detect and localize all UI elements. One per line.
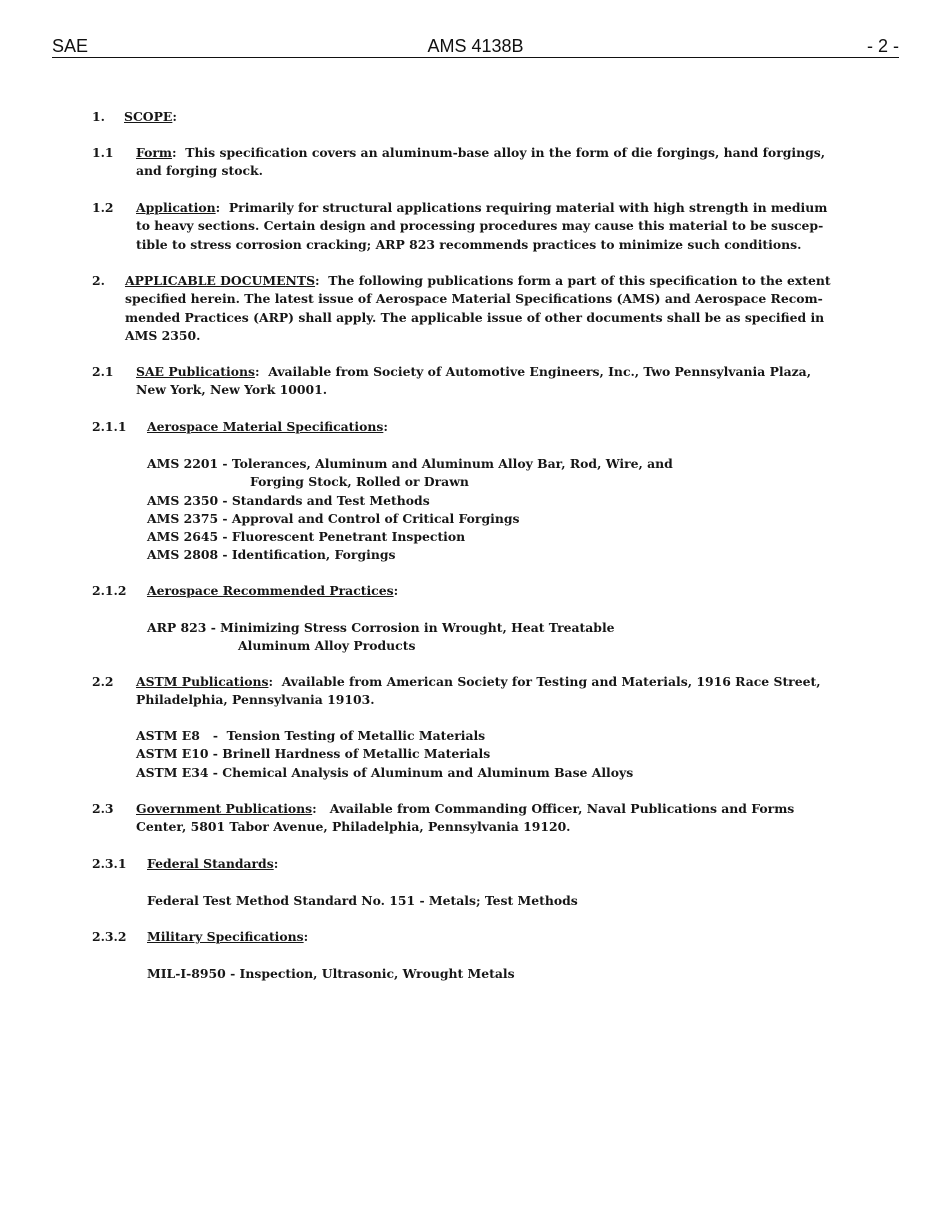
section-number: 1. — [92, 109, 105, 124]
section-title: SAE Publications — [136, 364, 255, 379]
section-number: 2.1.1 — [92, 419, 127, 434]
section-number: 2. — [92, 273, 105, 288]
section-number: 2.3.1 — [92, 856, 127, 871]
section-2: 2. APPLICABLE DOCUMENTS: The following publications form a part of this specification to the extent specified herein. The latest issue of Aerospace Material Specifications (AMS) and Aerospace Recom- mended Practices (ARP) shall apply. The applicable issue of other documents shall be as specified in AMS 2350. — [92, 272, 882, 345]
section-2-3: 2.3 Government Publications: Available from Commanding Officer, Naval Publications and Forms Center, 5801 Tabor Avenue, Philadelphia, Pennsylvania 19120. — [92, 800, 882, 837]
header-page-number: - 2 - — [866, 36, 899, 56]
paragraph-line: specified herein. The latest issue of Aerospace Material Specifications (AMS) and Aerospace Recom- — [125, 291, 823, 307]
section-title: Government Publications — [136, 801, 313, 816]
list-item: AMS 2645 - Fluorescent Penetrant Inspection — [147, 529, 466, 545]
paragraph-line: Philadelphia, Pennsylvania 19103. — [136, 692, 375, 708]
list-item: AMS 2375 - Approval and Control of Critical Forgings — [147, 510, 520, 526]
federal-standard-list — [147, 892, 578, 910]
section-title: Federal Standards — [147, 856, 274, 871]
section-number: 1.1 — [92, 145, 114, 160]
paragraph-line: The following publications form a part of this specification to the extent — [328, 273, 831, 288]
header-doc-number: AMS 4138B — [427, 36, 524, 56]
section-title: Application — [136, 200, 216, 215]
section-2-2: 2.2 ASTM Publications: Available from American Society for Testing and Materials, 1916 Race Street, Philadelphia, Pennsylvania 19103. — [92, 673, 882, 710]
list-item: Forging Stock, Rolled or Drawn — [250, 474, 469, 490]
astm-list — [136, 727, 633, 782]
paragraph-line: mended Practices (ARP) shall apply. The applicable issue of other documents shall be as specified in — [125, 309, 825, 325]
list-item: ASTM E34 - Chemical Analysis of Aluminum and Aluminum Base Alloys — [136, 764, 634, 780]
list-item: ASTM E8 - Tension Testing of Metallic Materials — [136, 728, 486, 743]
section-title: Aerospace Material Specifications — [147, 419, 384, 434]
section-title: Aerospace Recommended Practices — [147, 583, 394, 598]
section-number: 1.2 — [92, 200, 114, 215]
paragraph-line: and forging stock. — [136, 163, 263, 179]
paragraph-line: AMS 2350. — [125, 327, 201, 343]
paragraph-line: tible to stress corrosion cracking; ARP 823 recommends practices to minimize such conditions. — [136, 236, 802, 252]
ams-spec-list — [147, 455, 673, 565]
section-title: APPLICABLE DOCUMENTS — [125, 273, 316, 288]
paragraph-line: This specification covers an aluminum-base alloy in the form of die forgings, hand forgings, — [185, 145, 826, 160]
arp-list — [147, 619, 615, 656]
section-2-3-2-heading: 2.3.2 Military Specifications: — [92, 929, 309, 944]
military-spec-list — [147, 965, 515, 983]
list-item: AMS 2808 - Identification, Forgings — [147, 547, 396, 563]
section-number: 2.2 — [92, 674, 114, 689]
list-item: Federal Test Method Standard No. 151 - Metals; Test Methods — [147, 893, 578, 908]
list-item: ASTM E10 - Brinell Hardness of Metallic Materials — [136, 746, 491, 762]
section-2-3-1-heading: 2.3.1 Federal Standards: — [92, 856, 279, 871]
paragraph-line: Primarily for structural applications requiring material with high strength in medium — [228, 200, 828, 215]
section-number: 2.3 — [92, 801, 114, 816]
list-item: AMS 2350 - Standards and Test Methods — [147, 492, 430, 508]
section-2-1-1-heading: 2.1.1 Aerospace Material Specifications: — [92, 419, 388, 434]
section-title: Military Specifications — [147, 929, 304, 944]
page-header — [52, 36, 899, 58]
paragraph-line: Center, 5801 Tabor Avenue, Philadelphia, Pennsylvania 19120. — [136, 819, 571, 835]
list-item: AMS 2201 - Tolerances, Aluminum and Aluminum Alloy Bar, Rod, Wire, and — [147, 456, 673, 471]
list-item: MIL-I-8950 - Inspection, Ultrasonic, Wrought Metals — [147, 966, 515, 981]
section-number: 2.1 — [92, 364, 114, 379]
paragraph-line: to heavy sections. Certain design and processing procedures may cause this material to be suscep- — [136, 218, 824, 234]
list-item: ARP 823 - Minimizing Stress Corrosion in Wrought, Heat Treatable — [147, 620, 615, 635]
paragraph-line: New York, New York 10001. — [136, 382, 328, 398]
section-title: ASTM Publications — [136, 674, 269, 689]
paragraph-line: Available from Commanding Officer, Naval Publications and Forms — [329, 801, 795, 816]
section-number: 2.1.2 — [92, 583, 127, 598]
section-title: Form — [136, 145, 173, 160]
section-1-heading: 1. SCOPE: — [92, 109, 177, 124]
paragraph-line: Available from American Society for Testing and Materials, 1916 Race Street, — [281, 674, 821, 689]
list-item: Aluminum Alloy Products — [238, 638, 416, 654]
paragraph-line: Available from Society of Automotive Engineers, Inc., Two Pennsylvania Plaza, — [268, 364, 812, 379]
section-2-1-2-heading: 2.1.2 Aerospace Recommended Practices: — [92, 583, 399, 598]
section-title: SCOPE — [124, 109, 173, 124]
section-1-1: 1.1 Form: This specification covers an aluminum-base alloy in the form of die forgings, hand forgings, and forging stock. — [92, 144, 882, 181]
header-org: SAE — [52, 36, 89, 56]
section-2-1: 2.1 SAE Publications: Available from Society of Automotive Engineers, Inc., Two Pennsylvania Plaza, New York, New York 10001. — [92, 363, 882, 400]
section-1-2: 1.2 Application: Primarily for structural applications requiring material with high strength in medium to heavy sections. Certain design and processing procedures may cause this material to be suscep- tible to stress corrosion cracking; ARP 823 recommends practices to minimize such conditions. — [92, 199, 882, 254]
section-number: 2.3.2 — [92, 929, 127, 944]
